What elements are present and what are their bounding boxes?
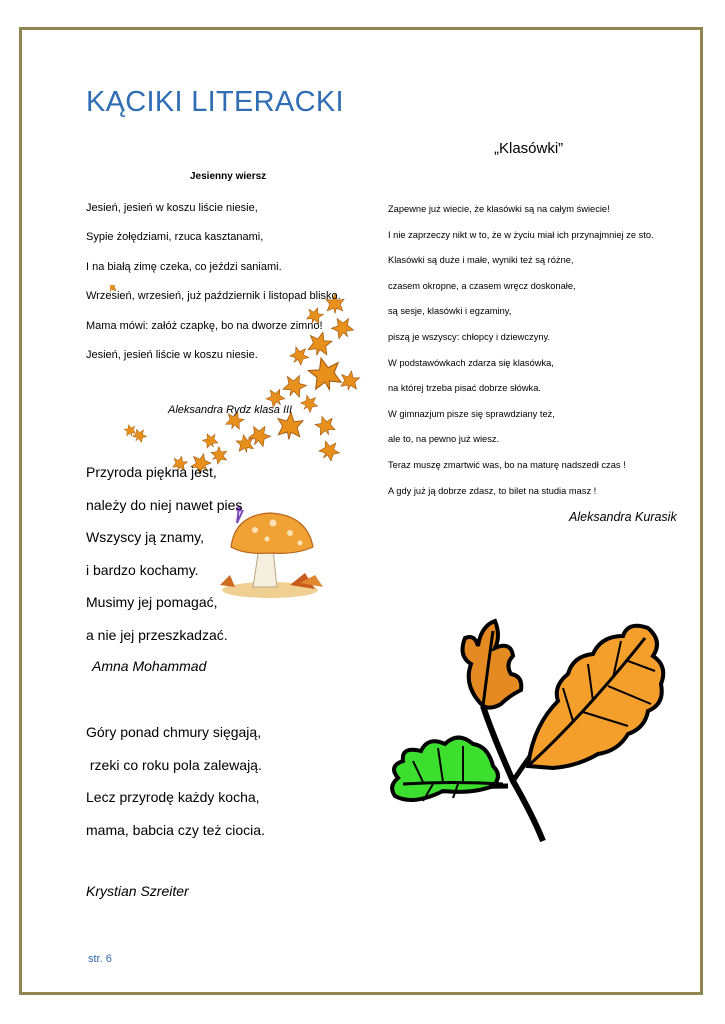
poem-author: Aleksandra Kurasik: [569, 510, 677, 524]
poem-line: Wrzesień, wrzesień, już październik i listopad blisko.: [86, 290, 341, 303]
poem-line: Sypie żołędziami, rzuca kasztanami,: [86, 231, 264, 244]
page-title: KĄCIKI LITERACKI: [86, 86, 344, 118]
poem-line: na której trzeba pisać dobrze słówka.: [388, 383, 541, 394]
poem-line: Mama mówi: załóż czapkę, bo na dworze zimno!: [86, 319, 323, 332]
poem-line: czasem okropne, a czasem wręcz doskonałe,: [388, 280, 576, 291]
poem-author: Krystian Szreiter: [86, 883, 189, 899]
poem-line: są sesje, klasówki i egzaminy,: [388, 306, 512, 317]
poem-line: I nie zaprzeczy nikt w to, że w życiu miał ich przynajmniej ze sto.: [388, 229, 654, 240]
poem-line: należy do niej nawet pies: [86, 496, 243, 513]
poem-line: Klasówki są duże i małe, wyniki też są różne,: [388, 255, 574, 266]
poem-line: Jesień, jesień liście w koszu niesie.: [86, 348, 258, 361]
poem-line: a nie jej przeszkadzać.: [86, 626, 228, 643]
poem-line: Musimy jej pomagać,: [86, 594, 218, 611]
poem-line: Góry ponad chmury sięgają,: [86, 724, 262, 740]
poem-title: Jesienny wiersz: [190, 171, 267, 182]
poem-line: Jesień, jesień w koszu liście niesie,: [86, 202, 258, 214]
poem-line: Teraz muszę zmartwić was, bo na maturę nadszedł czas !: [388, 459, 626, 470]
poem-line: rzeki co roku pola zalewają.: [86, 756, 262, 773]
poem-body: [86, 463, 242, 659]
poem-line: Wszyscy ją znamy,: [86, 529, 204, 546]
poem-line: Lecz przyrodę każdy kocha,: [86, 789, 260, 806]
poem-line: A gdy już ją dobrze zdasz, to bilet na studia masz !: [388, 485, 597, 496]
oak-leaves-image: [383, 616, 673, 842]
poem-author: Aleksandra Rydz klasa III: [168, 404, 293, 416]
poem-body: [388, 202, 654, 509]
poem-line: I na białą zimę czeka, co jeździ saniami.: [86, 260, 282, 273]
poem-line: ale to, na pewno już wiesz.: [388, 434, 500, 445]
poem-author: Amna Mohammad: [92, 658, 207, 674]
poem-line: mama, babcia czy też ciocia.: [86, 821, 265, 838]
poem-line: W podstawówkach zdarza się klasówka,: [388, 357, 554, 368]
poem-line: i bardzo kochamy.: [86, 561, 199, 578]
poem-body: [86, 723, 265, 853]
poem-line: piszą je wszyscy: chłopcy i dziewczyny.: [388, 331, 551, 342]
page-number: str. 6: [88, 953, 112, 965]
poem-line: W gimnazjum pisze się sprawdziany też,: [388, 408, 555, 419]
poem-body: [86, 200, 341, 376]
poem-title: „Klasówki”: [494, 140, 564, 157]
poem-line: Przyroda piękna jest,: [86, 464, 217, 480]
poem-line: Zapewne już wiecie, że klasówki są na całym świecie!: [388, 204, 610, 214]
